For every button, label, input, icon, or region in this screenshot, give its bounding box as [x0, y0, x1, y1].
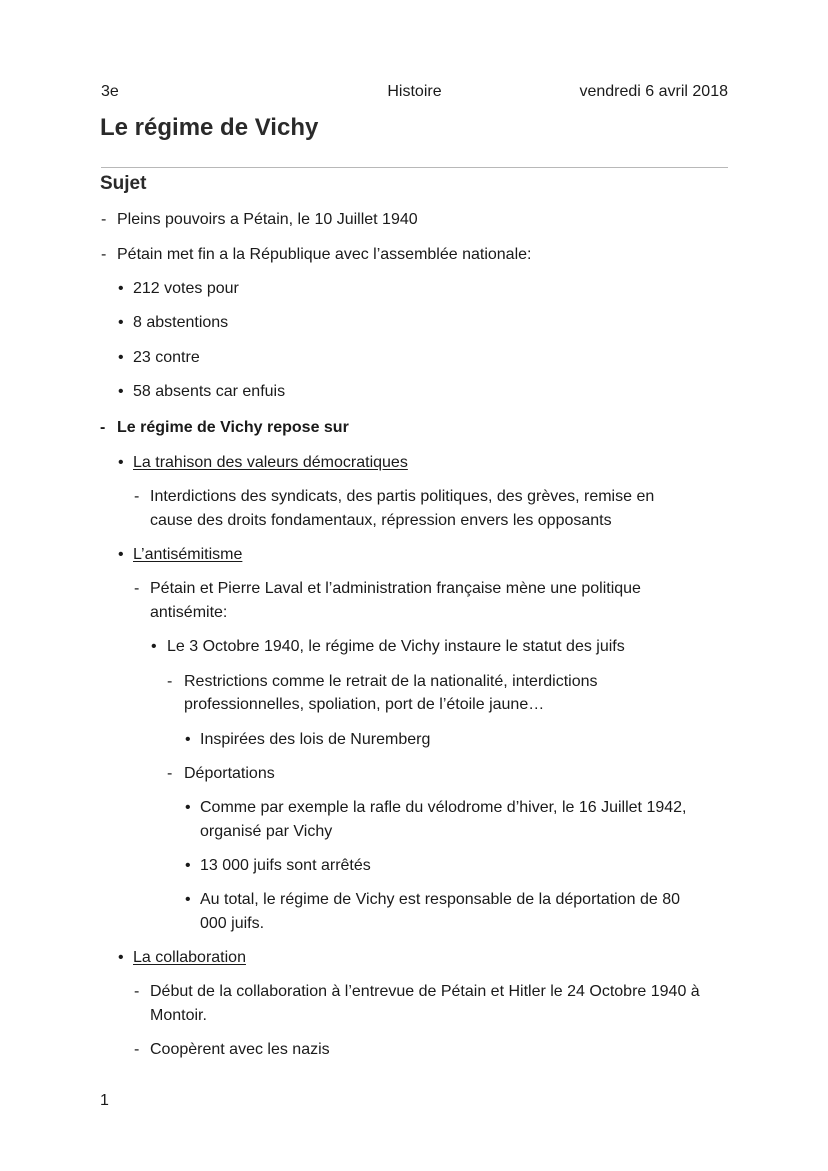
- dash-marker: -: [134, 580, 140, 597]
- list-item: Déportations: [184, 765, 275, 782]
- dash-marker: -: [167, 765, 173, 782]
- dash-marker: -: [167, 673, 173, 690]
- list-item: Inspirées des lois de Nuremberg: [200, 731, 431, 748]
- list-item: Restrictions comme le retrait de la nationalité, interdictions: [184, 673, 598, 690]
- bullet-marker: •: [185, 731, 191, 748]
- dash-marker: -: [101, 211, 107, 228]
- bullet-marker: •: [185, 857, 191, 874]
- dash-marker: -: [100, 419, 106, 436]
- bullet-marker: •: [185, 891, 191, 908]
- list-item: Coopèrent avec les nazis: [150, 1041, 330, 1058]
- list-item-continuation: organisé par Vichy: [200, 823, 333, 840]
- bullet-marker: •: [185, 799, 191, 816]
- subheading-antisemitism: L’antisémitisme: [133, 546, 243, 563]
- title-divider: [101, 167, 728, 168]
- list-item: Pleins pouvoirs a Pétain, le 10 Juillet 1940: [117, 211, 418, 228]
- page-number: 1: [100, 1092, 109, 1109]
- list-item: 58 absents car enfuis: [133, 383, 286, 400]
- list-item: 212 votes pour: [133, 280, 239, 297]
- header-class: 3e: [101, 83, 119, 100]
- list-item-continuation: antisémite:: [150, 604, 228, 621]
- header-date: vendredi 6 avril 2018: [579, 83, 728, 100]
- bullet-marker: •: [118, 314, 124, 331]
- list-item-continuation: 000 juifs.: [200, 915, 265, 932]
- list-item: 23 contre: [133, 349, 200, 366]
- list-item: Pétain met fin a la République avec l’assemblée nationale:: [117, 246, 532, 263]
- bullet-marker: •: [118, 454, 124, 471]
- list-item: Comme par exemple la rafle du vélodrome d’hiver, le 16 Juillet 1942,: [200, 799, 687, 816]
- list-item: Au total, le régime de Vichy est responsable de la déportation de 80: [200, 891, 681, 908]
- bullet-marker: •: [118, 949, 124, 966]
- list-item: Début de la collaboration à l’entrevue de Pétain et Hitler le 24 Octobre 1940 à: [150, 983, 700, 1000]
- page-header: [101, 83, 728, 103]
- list-item: 8 abstentions: [133, 314, 229, 331]
- list-item: Interdictions des syndicats, des partis politiques, des grèves, remise en: [150, 488, 655, 505]
- list-item-heading: Le régime de Vichy repose sur: [117, 419, 349, 436]
- list-item: Le 3 Octobre 1940, le régime de Vichy instaure le statut des juifs: [167, 638, 625, 655]
- subheading-democratic-values: La trahison des valeurs démocratiques: [133, 454, 408, 471]
- list-item-continuation: cause des droits fondamentaux, répression envers les opposants: [150, 512, 612, 529]
- bullet-marker: •: [151, 638, 157, 655]
- section-heading: Sujet: [100, 173, 147, 194]
- dash-marker: -: [134, 488, 140, 505]
- header-subject: Histoire: [387, 83, 442, 100]
- bullet-marker: •: [118, 546, 124, 563]
- dash-marker: -: [134, 983, 140, 1000]
- dash-marker: -: [101, 246, 107, 263]
- subheading-collaboration: La collaboration: [133, 949, 246, 966]
- list-item: Pétain et Pierre Laval et l’administration française mène une politique: [150, 580, 641, 597]
- bullet-marker: •: [118, 349, 124, 366]
- dash-marker: -: [134, 1041, 140, 1058]
- bullet-marker: •: [118, 383, 124, 400]
- bullet-marker: •: [118, 280, 124, 297]
- list-item-continuation: Montoir.: [150, 1007, 207, 1024]
- list-item: 13 000 juifs sont arrêtés: [200, 857, 371, 874]
- list-item-continuation: professionnelles, spoliation, port de l’étoile jaune…: [184, 696, 545, 713]
- document-title: Le régime de Vichy: [100, 114, 319, 141]
